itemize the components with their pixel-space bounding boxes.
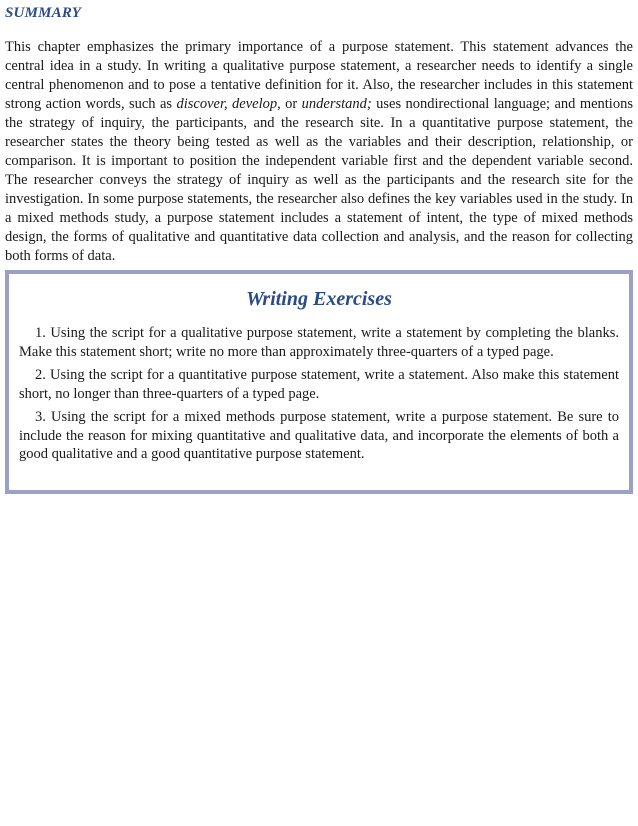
summary-text-part-3: uses nondirectional language; and mentions the strategy of inquiry, the participants, and the research site. In a quantitative purpose statement, the researcher states the theory being tested as well as the variables and their description, relationship, or comparison. It is important to position the independent variable first and the dependent variable second. The researcher conveys the strategy of inquiry as well as the participants and the research site for the investigation. In some purpose statements, the researcher also defines the key variables used in the study. In a mixed methods study, a purpose statement includes a statement of intent, the type of mixed methods design, the forms of qualitative and quantitative data collection and analysis, and the reason for collecting both forms of data. <box>5 96 633 264</box>
writing-exercises-box <box>5 270 633 494</box>
writing-exercises-title: Writing Exercises <box>246 288 392 310</box>
exercise-item-3: 3. Using the script for a mixed methods purpose statement, write a purpose statement. Be sure to include the reason for mixing quantitative and qualitative data, and incorporate the elements of both a good qualitative and a good quantitative purpose statement. <box>19 409 619 462</box>
summary-italic-understand: understand; <box>301 96 372 112</box>
summary-heading: SUMMARY <box>5 5 82 21</box>
summary-text-part-1: This chapter emphasizes the primary importance of a purpose statement. This statement advances the central idea in a study. In writing a qualitative purpose statement, a researcher needs to identify a single central phenomenon and to pose a tentative definition for it. Also, the researcher includes in this statement strong action words, such as <box>5 39 633 112</box>
summary-paragraph <box>5 38 633 266</box>
exercise-item-2: 2. Using the script for a quantitative purpose statement, write a statement. Also make this statement short, no longer than three-quarters of a typed page. <box>19 367 619 402</box>
document-page <box>5 0 633 462</box>
summary-text-part-2: , or <box>277 96 302 112</box>
summary-italic-action-words: discover, develop <box>176 96 278 112</box>
exercise-item-1: 1. Using the script for a qualitative purpose statement, write a statement by completing the blanks. Make this statement short; write no more than approximately three-quarters of a typed page. <box>19 325 619 360</box>
